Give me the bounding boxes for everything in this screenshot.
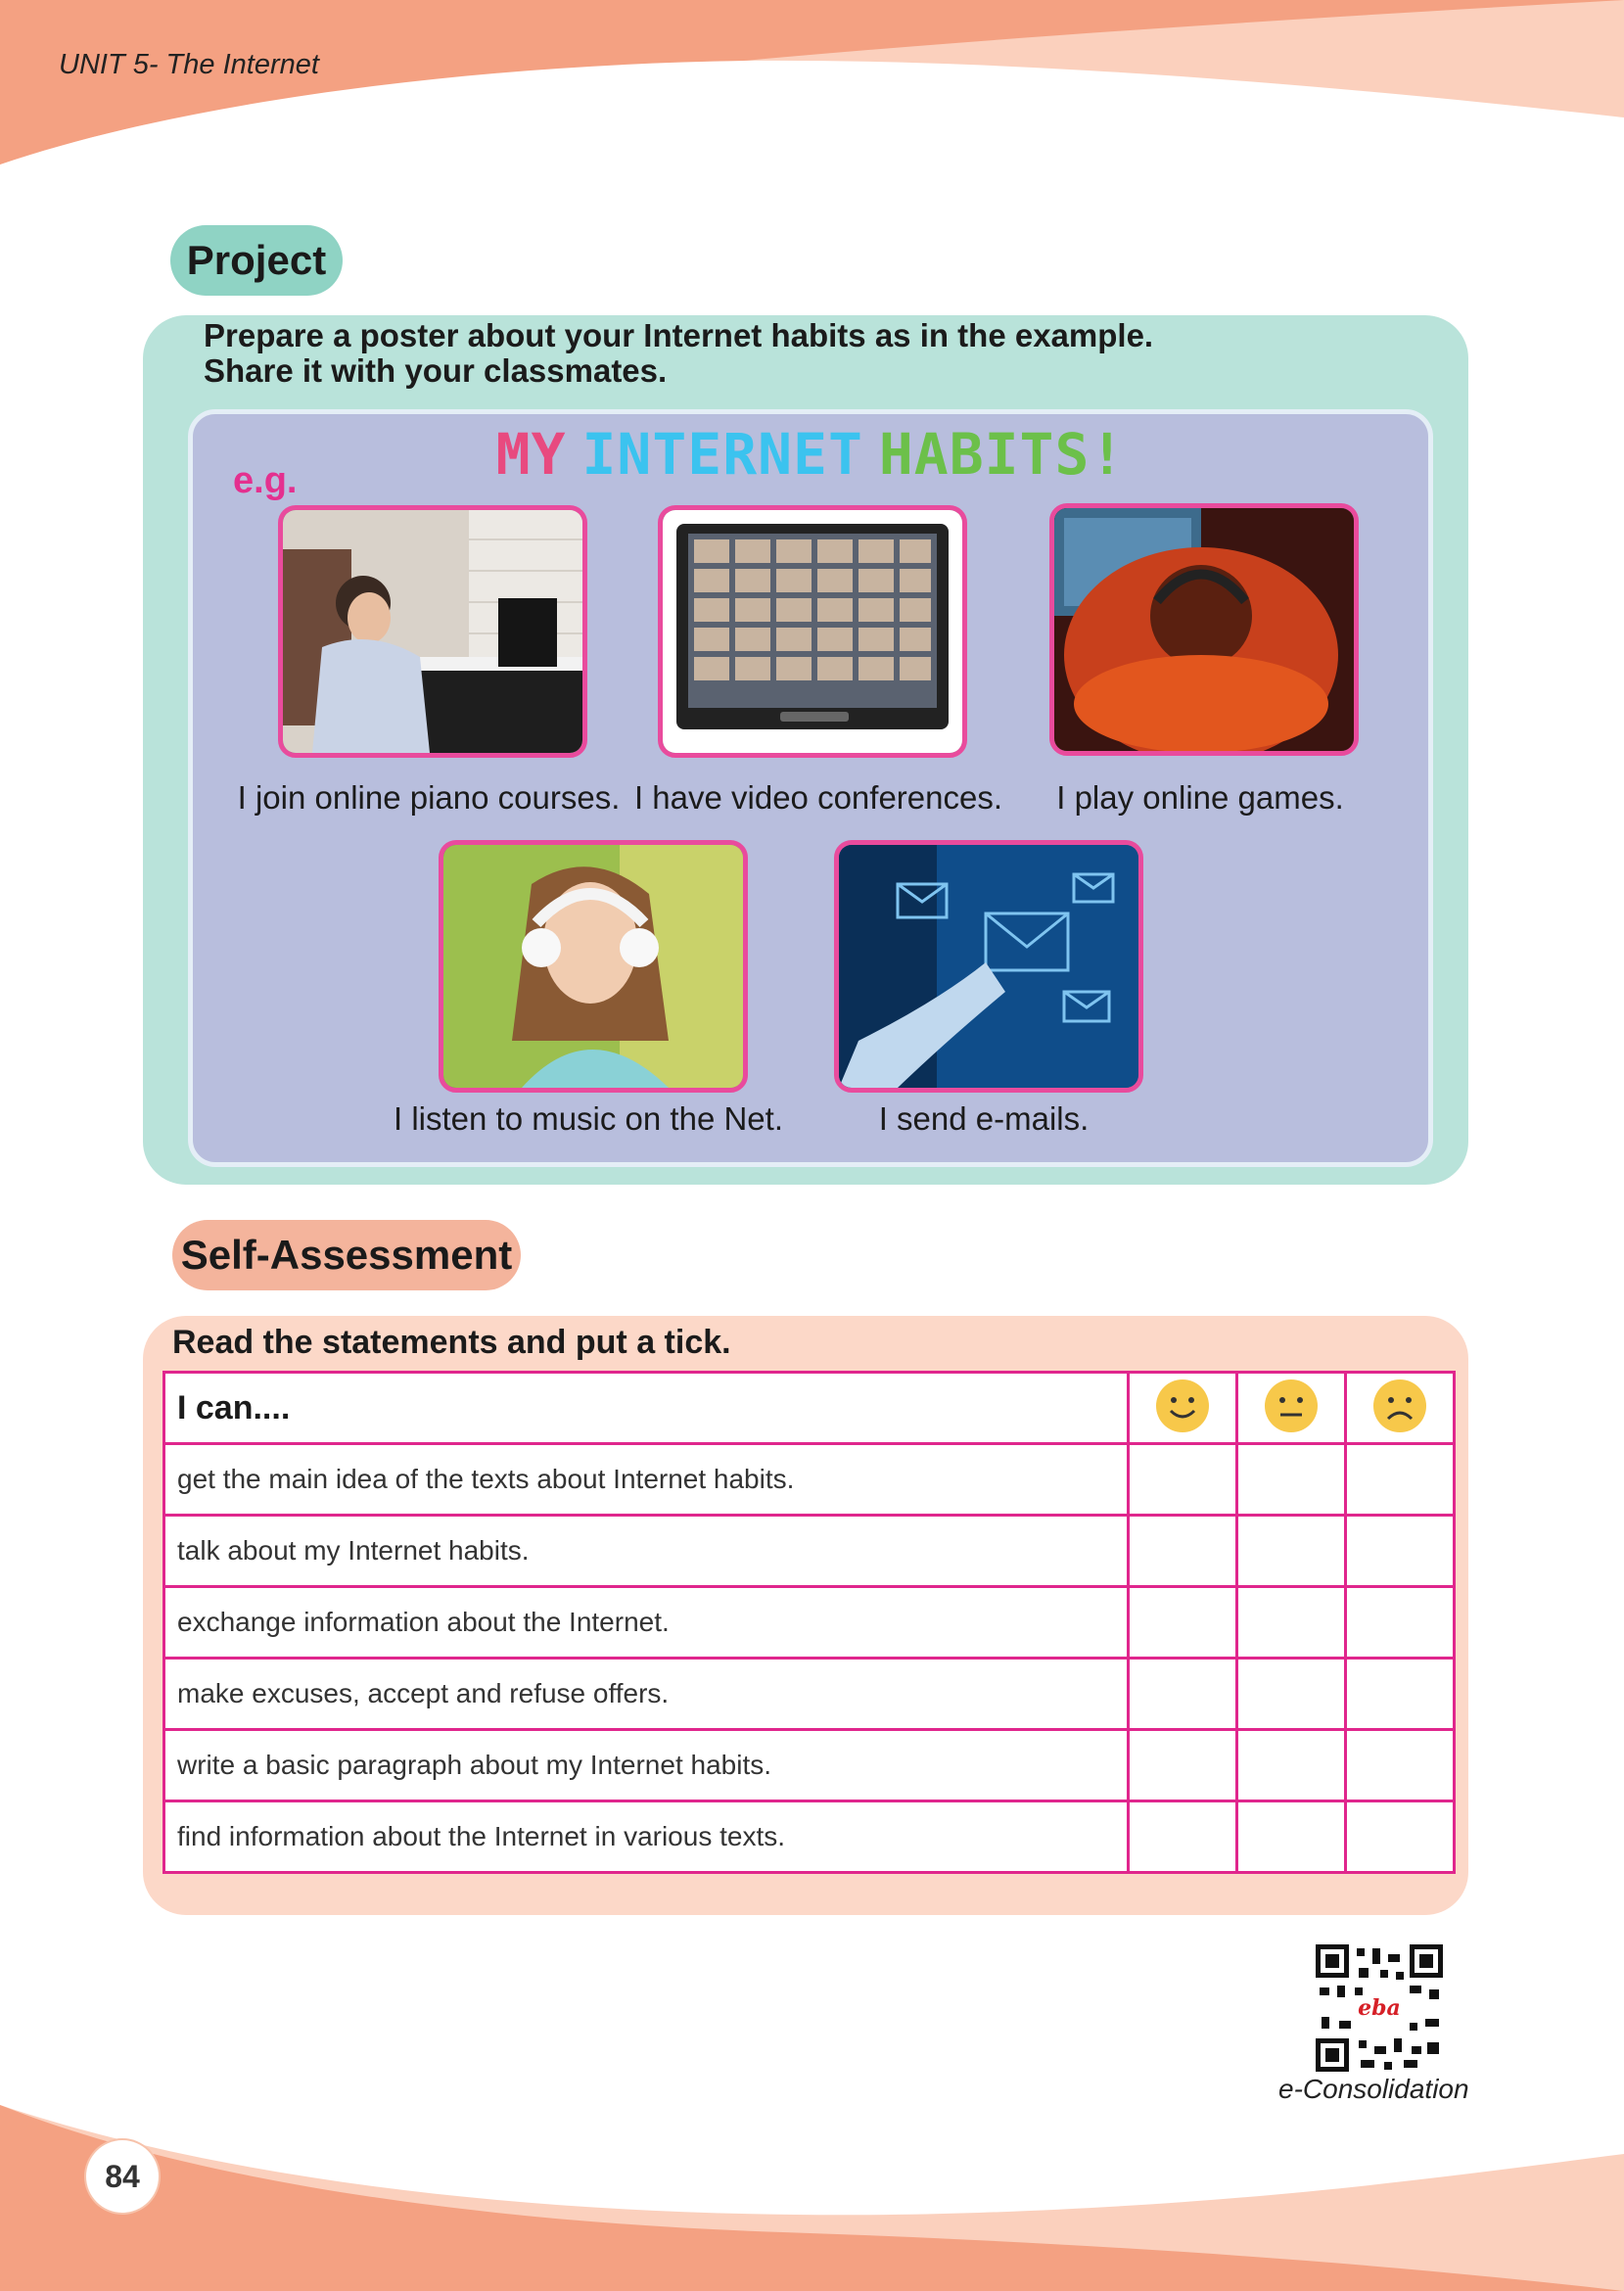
tick-box-neutral[interactable] (1237, 1730, 1346, 1801)
caption-online-games: I play online games. (1056, 779, 1344, 816)
tick-box-sad[interactable] (1346, 1444, 1455, 1516)
project-label: Project (170, 225, 343, 296)
table-row (164, 1730, 1455, 1801)
tick-box-neutral[interactable] (1237, 1801, 1346, 1873)
project-instruction-line-1: Prepare a poster about your Internet habits as in the example. (204, 317, 1154, 353)
statement-cell: make excuses, accept and refuse offers. (164, 1659, 1129, 1730)
header-band (0, 0, 1624, 176)
table-row (164, 1444, 1455, 1516)
email-envelopes-photo (834, 840, 1143, 1093)
unit-title: UNIT 5- The Internet (59, 49, 319, 80)
self-assessment-instruction: Read the statements and put a tick. (172, 1324, 731, 1361)
project-instruction-line-2: Share it with your classmates. (204, 352, 668, 389)
table-row (164, 1516, 1455, 1587)
poster-title-word-habits: HABITS! (878, 421, 1126, 488)
qr-caption: e-Consolidation (1278, 2074, 1469, 2104)
happy-face-icon (1154, 1378, 1211, 1434)
neutral-column-header (1237, 1373, 1346, 1444)
girl-with-headphones-photo (439, 840, 748, 1093)
tick-box-happy[interactable] (1129, 1730, 1237, 1801)
video-conference-screen-photo (658, 505, 967, 758)
sad-column-header (1346, 1373, 1455, 1444)
qr-code[interactable] (1316, 1944, 1443, 2072)
caption-music: I listen to music on the Net. (393, 1100, 783, 1137)
poster-title-word-internet: INTERNET (581, 421, 863, 488)
tick-box-happy[interactable] (1129, 1516, 1237, 1587)
table-row (164, 1587, 1455, 1659)
caption-piano: I join online piano courses. (237, 779, 621, 816)
happy-column-header (1129, 1373, 1237, 1444)
i-can-header: I can.... (164, 1373, 1129, 1444)
tick-box-sad[interactable] (1346, 1587, 1455, 1659)
sad-face-icon (1371, 1378, 1428, 1434)
table-header-row (164, 1373, 1455, 1444)
tick-box-neutral[interactable] (1237, 1659, 1346, 1730)
tick-box-neutral[interactable] (1237, 1516, 1346, 1587)
tick-box-happy[interactable] (1129, 1801, 1237, 1873)
tick-box-sad[interactable] (1346, 1659, 1455, 1730)
footer-band (0, 2095, 1624, 2291)
qr-logo-text: eba (1358, 1995, 1401, 2021)
tick-box-happy[interactable] (1129, 1587, 1237, 1659)
tick-box-happy[interactable] (1129, 1659, 1237, 1730)
gamer-with-headphones-photo (1049, 503, 1359, 756)
neutral-face-icon (1263, 1378, 1320, 1434)
self-assessment-label: Self-Assessment (172, 1220, 521, 1290)
tick-box-neutral[interactable] (1237, 1587, 1346, 1659)
caption-emails: I send e-mails. (878, 1100, 1090, 1137)
poster-title-word-my: MY (495, 421, 567, 488)
caption-video-conferences: I have video conferences. (633, 779, 1003, 816)
table-row (164, 1659, 1455, 1730)
poster-title (188, 421, 1433, 488)
statement-cell: exchange information about the Internet. (164, 1587, 1129, 1659)
table-row (164, 1801, 1455, 1873)
example-label: e.g. (233, 460, 298, 501)
page-number: 84 (86, 2140, 159, 2213)
tick-box-sad[interactable] (1346, 1730, 1455, 1801)
statement-cell: find information about the Internet in various texts. (164, 1801, 1129, 1873)
statement-cell: talk about my Internet habits. (164, 1516, 1129, 1587)
boy-playing-piano-photo (278, 505, 587, 758)
statement-cell: write a basic paragraph about my Internet habits. (164, 1730, 1129, 1801)
self-assessment-table (162, 1371, 1456, 1874)
statement-cell: get the main idea of the texts about Internet habits. (164, 1444, 1129, 1516)
tick-box-neutral[interactable] (1237, 1444, 1346, 1516)
tick-box-sad[interactable] (1346, 1801, 1455, 1873)
tick-box-sad[interactable] (1346, 1516, 1455, 1587)
tick-box-happy[interactable] (1129, 1444, 1237, 1516)
